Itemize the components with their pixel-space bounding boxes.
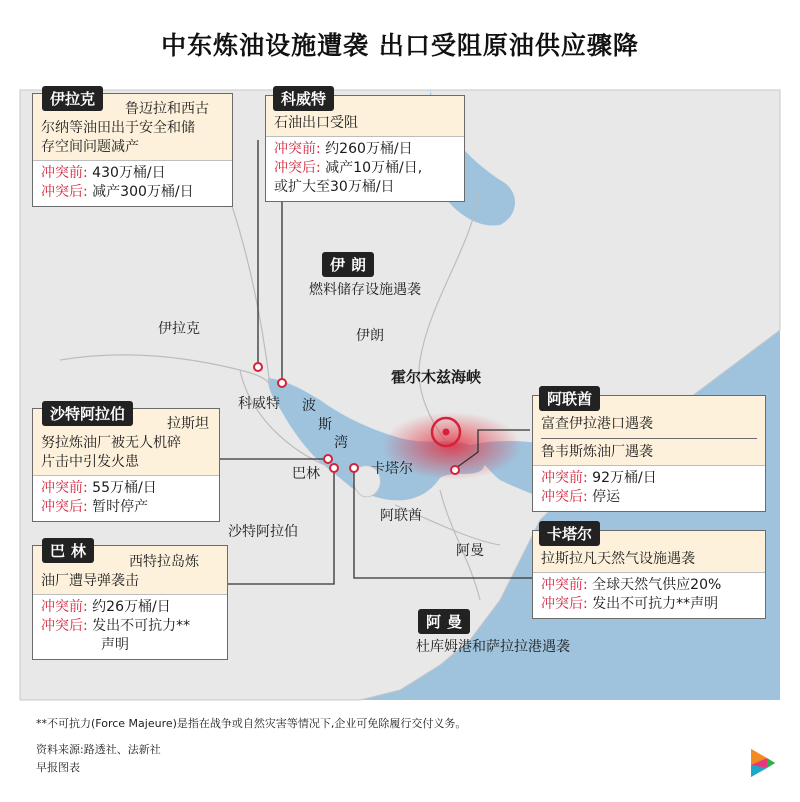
bahrain-after-label: 冲突后:: [41, 618, 88, 634]
bahrain-tag: 巴林: [42, 538, 94, 563]
qatar-after-value: 发出不可抗力**声明: [587, 596, 719, 612]
iraq-desc-2: 尔纳等油田出于安全和储: [41, 120, 195, 136]
saudi-before-value: 55万桶/日: [87, 480, 157, 496]
kuwait-before-value: 约260万桶/日: [320, 141, 413, 157]
iraq-desc-1: 鲁迈拉和西古: [125, 101, 209, 117]
iraq-before-value: 430万桶/日: [87, 165, 166, 181]
bahrain-before-label: 冲突前:: [41, 599, 88, 615]
oman-desc: 杜库姆港和萨拉拉港遇袭: [416, 639, 570, 655]
page-title: 中东炼油设施遭袭 出口受阻原油供应骤降: [161, 31, 639, 60]
label-oman: 阿曼: [456, 543, 484, 559]
oman-tag: 阿曼: [418, 609, 470, 634]
label-iraq: 伊拉克: [158, 321, 200, 337]
qatar-before-label: 冲突前:: [541, 577, 588, 593]
saudi-desc-1: 拉斯坦: [167, 416, 209, 432]
label-gulf-2: 斯: [318, 417, 332, 433]
iraq-tag: 伊拉克: [42, 86, 103, 111]
saudi-desc-2: 努拉炼油厂被无人机碎: [41, 435, 181, 451]
label-saudi: 沙特阿拉伯: [228, 524, 298, 540]
kuwait-desc-1: 石油出口受阻: [274, 115, 358, 131]
saudi-after-label: 冲突后:: [41, 499, 88, 515]
saudi-tag: 沙特阿拉伯: [42, 401, 133, 426]
label-uae: 阿联酋: [380, 508, 422, 524]
kuwait-info-box: [265, 95, 465, 202]
iraq-before-label: 冲突前:: [41, 165, 88, 181]
uae-after-value: 停运: [587, 489, 621, 505]
label-gulf-1: 波: [302, 398, 316, 414]
uae-info-box: [532, 395, 766, 512]
uae-before-label: 冲突前:: [541, 470, 588, 486]
source-line: 资料来源:路透社、法新社: [36, 743, 161, 756]
saudi-before-label: 冲突前:: [41, 480, 88, 496]
uae-before-value: 92万桶/日: [587, 470, 657, 486]
label-qatar: 卡塔尔: [371, 461, 413, 477]
bahrain-desc-2: 油厂遭导弹袭击: [41, 573, 139, 589]
label-iran: 伊朗: [356, 328, 384, 344]
qatar-before-value: 全球天然气供应20%: [587, 577, 722, 593]
label-kuwait: 科威特: [238, 396, 280, 412]
kuwait-after-value: 减产10万桶/日,: [320, 160, 423, 176]
iraq-desc-3: 存空间问题减产: [41, 139, 139, 155]
footnote: **不可抗力(Force Majeure)是指在战争或自然灾害等情况下,企业可免除履行交付义务。: [36, 717, 467, 730]
qatar-after-label: 冲突后:: [541, 596, 588, 612]
label-gulf-3: 湾: [334, 435, 348, 451]
kuwait-tag: 科威特: [273, 86, 334, 111]
label-bahrain: 巴林: [292, 466, 320, 482]
saudi-after-value: 暂时停产: [87, 499, 149, 515]
kuwait-after-value-2: 或扩大至30万桶/日: [274, 179, 395, 195]
bahrain-after-value-2: 声明: [101, 637, 129, 653]
bahrain-after-value: 发出不可抗力**: [87, 618, 191, 634]
qatar-tag: 卡塔尔: [539, 521, 600, 546]
kuwait-after-label: 冲突后:: [274, 160, 321, 176]
bahrain-before-value: 约26万桶/日: [87, 599, 171, 615]
iran-desc: 燃料储存设施遇袭: [309, 282, 421, 298]
bahrain-desc-1: 西特拉岛炼: [129, 554, 199, 570]
label-hormuz: 霍尔木兹海峡: [391, 368, 482, 386]
iran-tag: 伊朗: [322, 252, 374, 277]
uae-tag: 阿联酋: [539, 386, 600, 411]
uae-after-label: 冲突后:: [541, 489, 588, 505]
iraq-after-value: 减产300万桶/日: [87, 184, 194, 200]
qatar-desc-1: 拉斯拉凡天然气设施遇袭: [541, 551, 695, 567]
credit-line: 早报图表: [36, 761, 80, 774]
kuwait-before-label: 冲突前:: [274, 141, 321, 157]
uae-desc-2: 鲁韦斯炼油厂遇袭: [541, 444, 653, 460]
saudi-desc-3: 片击中引发火患: [41, 454, 139, 470]
iraq-after-label: 冲突后:: [41, 184, 88, 200]
uae-desc-1: 富查伊拉港口遇袭: [541, 415, 757, 439]
publisher-logo-icon: [745, 745, 781, 781]
